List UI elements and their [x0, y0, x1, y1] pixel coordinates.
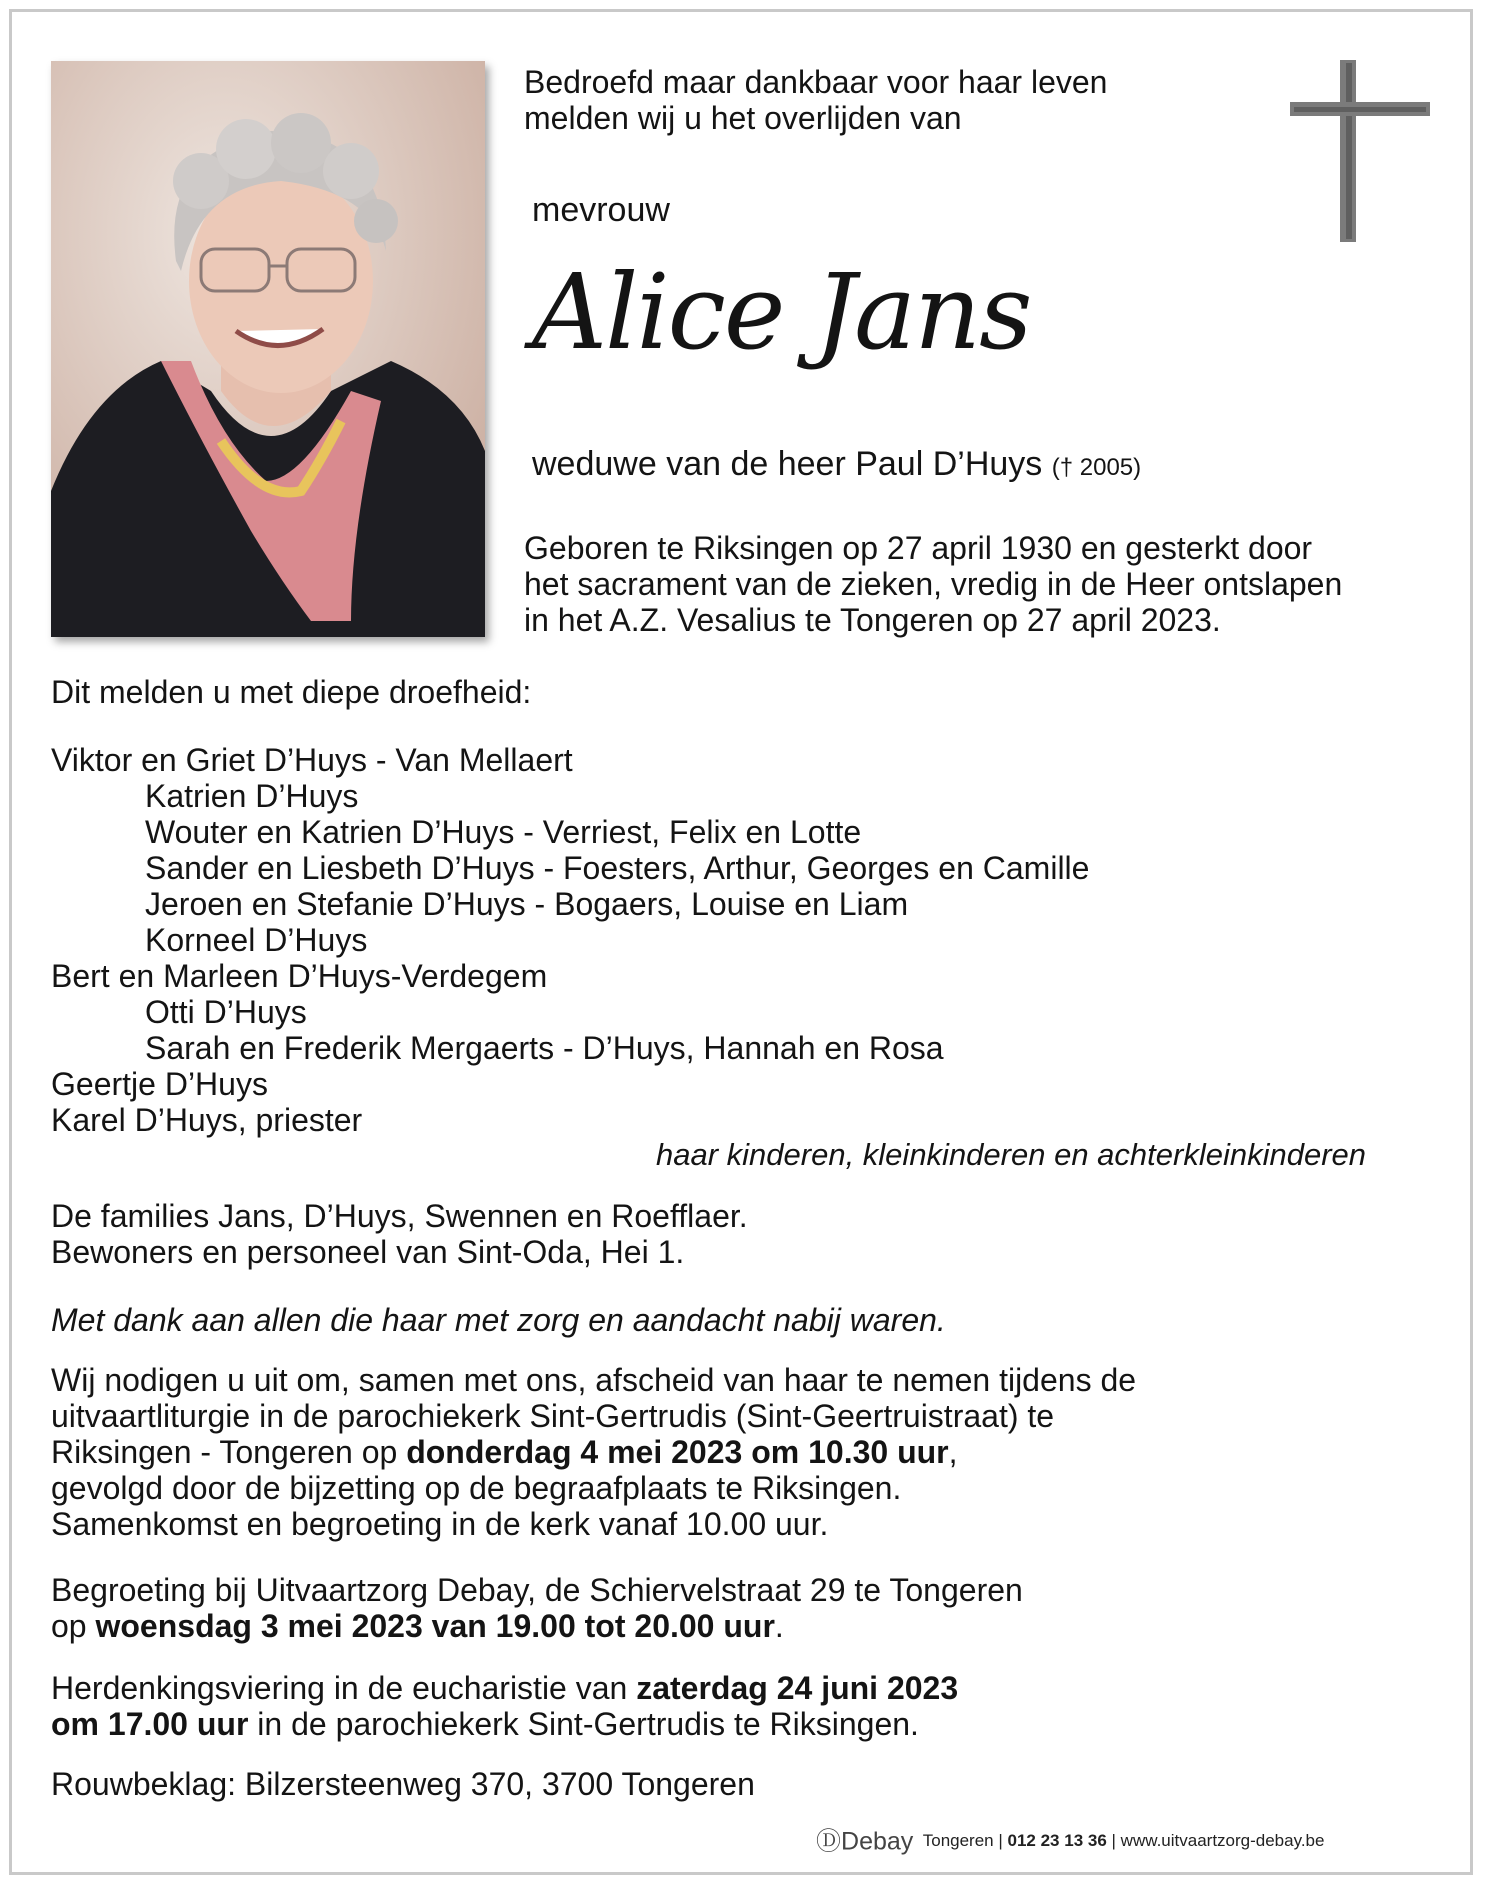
logo-text: Debay [841, 1827, 914, 1856]
debay-logo: ⒹDebay [816, 1827, 914, 1856]
funeral-text [51, 1362, 1136, 1542]
funeral-date: donderdag 4 mei 2023 om 10.30 uur [406, 1434, 949, 1470]
family-entry: Geertje D’Huys [51, 1066, 268, 1102]
relation-text: haar kinderen, kleinkinderen en achterkleinkinderen [656, 1137, 1367, 1172]
family-entry: Sander en Liesbeth D’Huys - Foesters, Arthur, Georges en Camille [145, 850, 1090, 886]
memorial-pre: Herdenkingsviering in de eucharistie van [51, 1670, 637, 1706]
funeral-home-footer [816, 1823, 1324, 1859]
greeting-pre: op [51, 1608, 96, 1644]
greeting-date: woensdag 3 mei 2023 van 19.00 tot 20.00 uur [95, 1608, 775, 1644]
family-entry: Viktor en Griet D’Huys - Van Mellaert [51, 742, 573, 778]
family-entry: Korneel D’Huys [145, 922, 368, 958]
funeral-line [51, 1434, 1136, 1470]
deceased-name: Alice Jans [532, 251, 1031, 373]
honorific: mevrouw [532, 191, 670, 229]
family-entry: Katrien D’Huys [145, 778, 359, 814]
greeting-post: . [774, 1608, 784, 1644]
funeral-post: , [948, 1434, 958, 1470]
memorial-date: zaterdag 24 juni 2023 [636, 1670, 959, 1706]
birth-death-text [524, 530, 1342, 638]
footer-website[interactable]: www.uitvaartzorg-debay.be [1120, 1831, 1325, 1850]
footer-separator: | [998, 1831, 1003, 1850]
footer-phone: 012 23 13 36 [1007, 1831, 1107, 1850]
family-entry: Sarah en Frederik Mergaerts - D’Huys, Hannah en Rosa [145, 1030, 944, 1066]
families-text [51, 1198, 748, 1270]
greeting-text [51, 1572, 1023, 1644]
funeral-line: uitvaartliturgie in de parochiekerk Sint-Gertrudis (Sint-Geertruistraat) te [51, 1398, 1055, 1434]
intro-text [524, 64, 1107, 136]
greeting-line [51, 1608, 1023, 1644]
born-line: het sacrament van de zieken, vredig in de Heer ontslapen [524, 566, 1343, 602]
family-entry: Bert en Marleen D’Huys-Verdegem [51, 958, 548, 994]
widow-text: weduwe van de heer Paul D’Huys [532, 445, 1043, 483]
condolence-address: Rouwbeklag: Bilzersteenweg 370, 3700 Tongeren [51, 1766, 755, 1802]
greeting-line: Begroeting bij Uitvaartzorg Debay, de Schiervelstraat 29 te Tongeren [51, 1572, 1023, 1608]
born-line: in het A.Z. Vesalius te Tongeren op 27 april 2023. [524, 602, 1221, 638]
footer-city: Tongeren [922, 1831, 994, 1850]
funeral-line: gevolgd door de bijzetting op de begraafplaats te Riksingen. [51, 1470, 902, 1506]
cross-icon [1290, 60, 1430, 242]
footer-separator: | [1111, 1831, 1116, 1850]
memorial-time: om 17.00 uur [51, 1706, 249, 1742]
families-line: Bewoners en personeel van Sint-Oda, Hei 1. [51, 1234, 685, 1270]
memorial-post: in de parochiekerk Sint-Gertrudis te Riksingen. [248, 1706, 919, 1742]
family-list [51, 742, 1089, 1138]
funeral-line: Samenkomst en begroeting in de kerk vanaf 10.00 uur. [51, 1506, 829, 1542]
born-line: Geboren te Riksingen op 27 april 1930 en gesterkt door [524, 530, 1313, 566]
portrait-photo [51, 61, 485, 637]
thanks-text: Met dank aan allen die haar met zorg en aandacht nabij waren. [51, 1302, 946, 1338]
family-entry: Jeroen en Stefanie D’Huys - Bogaers, Louise en Liam [145, 886, 909, 922]
memorial-text [51, 1670, 958, 1742]
memorial-line [51, 1670, 958, 1706]
widow-line [532, 446, 1141, 486]
families-line: De families Jans, D’Huys, Swennen en Roefflaer. [51, 1198, 748, 1234]
family-entry: Wouter en Katrien D’Huys - Verriest, Felix en Lotte [145, 814, 862, 850]
memorial-line [51, 1706, 958, 1742]
widow-note: († 2005) [1051, 454, 1142, 481]
family-entry: Karel D’Huys, priester [51, 1102, 363, 1138]
family-entry: Otti D’Huys [145, 994, 307, 1030]
intro-line: Bedroefd maar dankbaar voor haar leven [524, 64, 1108, 100]
funeral-pre: Riksingen - Tongeren op [51, 1434, 407, 1470]
announce-text: Dit melden u met diepe droefheid: [51, 674, 532, 710]
funeral-line: Wij nodigen u uit om, samen met ons, afscheid van haar te nemen tijdens de [51, 1362, 1137, 1398]
intro-line: melden wij u het overlijden van [524, 100, 962, 136]
